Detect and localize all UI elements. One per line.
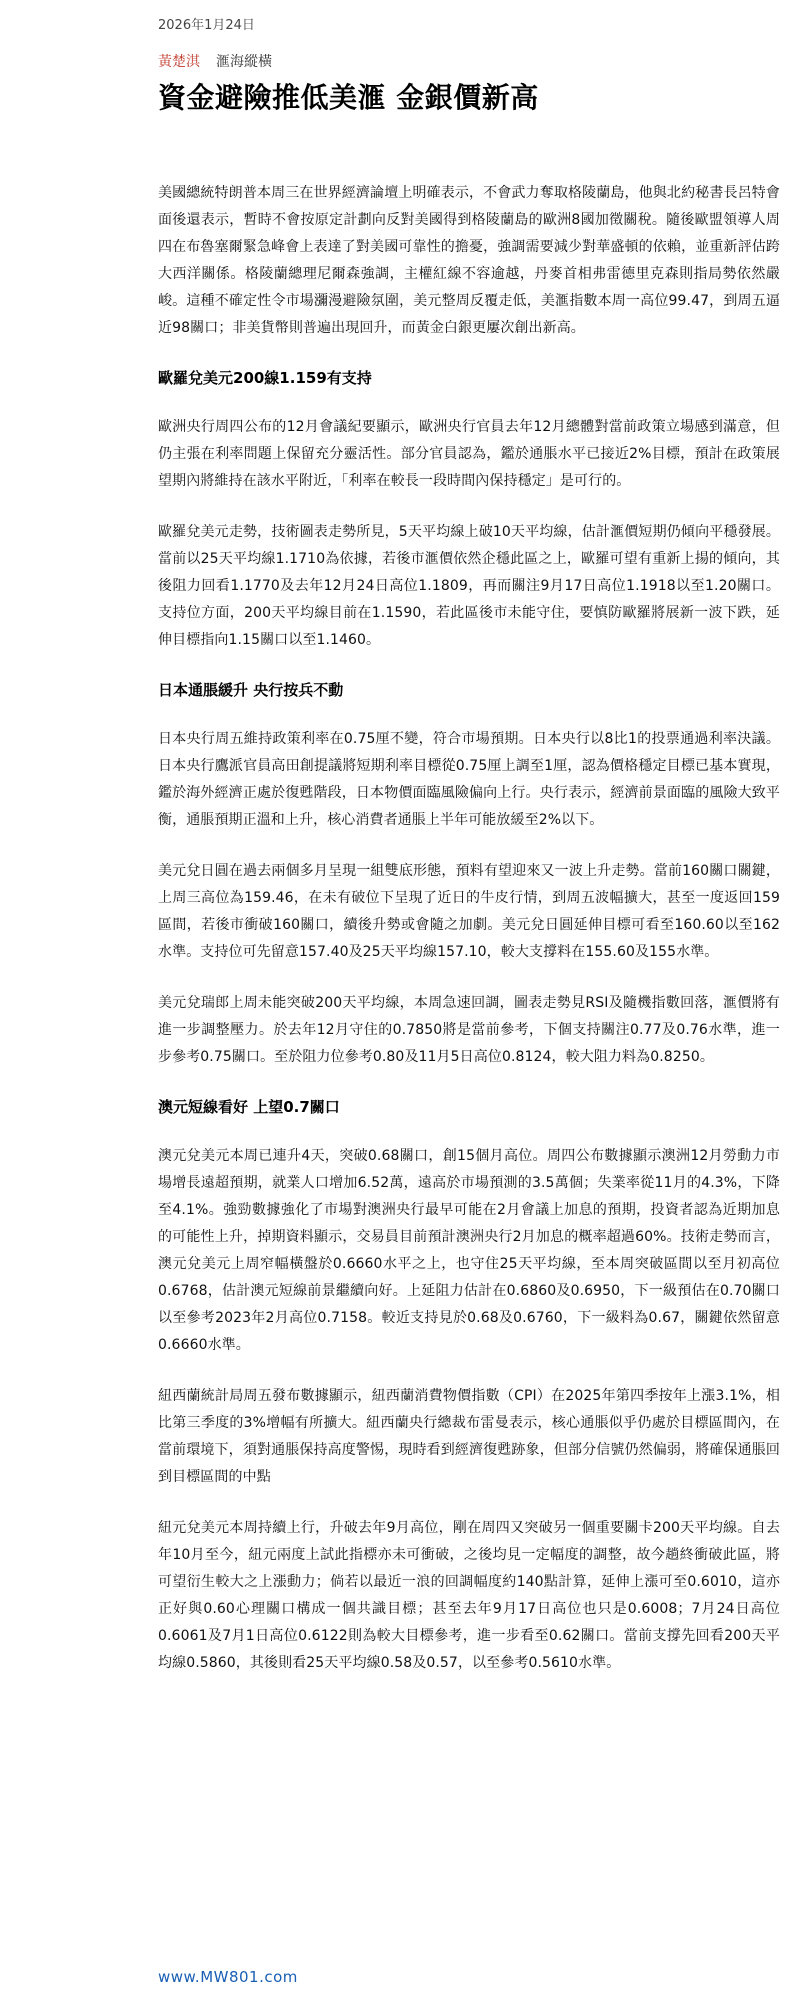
byline (158, 52, 272, 72)
section-heading: 歐羅兌美元200線1.159有支持 (158, 369, 372, 387)
column-name: 滙海縱橫 (216, 54, 272, 70)
article-paragraph: 歐洲央行周四公布的12月會議紀要顯示，歐洲央行官員去年12月總體對當前政策立場感到滿意，但仍主張在利率問題上保留充分靈活性。部分官員認為，鑑於通脹水平已接近2%目標，預計在政策展望期內將維持在該水平附近，「利率在較長一段時間內保持穩定」是可行的。 (158, 419, 780, 489)
publish-date: 2026年1月24日 (158, 18, 255, 33)
article-paragraph: 美國總統特朗普本周三在世界經濟論壇上明確表示，不會武力奪取格陵蘭島，他與北約秘書長呂特會面後還表示，暫時不會按原定計劃向反對美國得到格陵蘭島的歐洲8國加徵關稅。隨後歐盟領導人周四在布魯塞爾緊急峰會上表達了對美國可靠性的擔憂，強調需要減少對華盛頓的依賴，並重新評估跨大西洋關係。格陵蘭總理尼爾森強調，主權紅線不容逾越，丹麥首相弗雷德里克森則指局勢依然嚴峻。這種不確定性令市場瀰漫避險氛圍，美元整周反覆走低，美滙指數本周一高位99.47，到周五逼近98關口；非美貨幣則普遍出現回升，而黃金白銀更屢次創出新高。 (158, 185, 780, 336)
author-name[interactable]: 黃楚淇 (158, 54, 200, 70)
article-paragraph: 紐西蘭統計局周五發布數據顯示，紐西蘭消費物價指數（CPI）在2025年第四季按年上漲3.1%，相比第三季度的3%增幅有所擴大。紐西蘭央行總裁布雷曼表示，核心通脹似乎仍處於目標區間內，在當前環境下，須對通脹保持高度警惕，現時看到經濟復甦跡象，但部分信號仍然偏弱，將確保通脹回到目標區間的中點 (158, 1388, 780, 1485)
article-paragraph: 紐元兌美元本周持續上行，升破去年9月高位，剛在周四又突破另一個重要關卡200天平均線。自去年10月至今，紐元兩度上試此指標亦未可衝破，之後均見一定幅度的調整，故今趟終衝破此區，將可望衍生較大之上漲動力；倘若以最近一浪的回調幅度約140點計算，延伸上漲可至0.6010，這亦正好與0.60心理關口構成一個共識目標；甚至去年9月17日高位也只是0.6008；7月24日高位0.6061及7月1日高位0.6122則為較大目標參考，進一步看至0.62關口。當前支撐先回看200天平均線0.5860，其後則看25天平均線0.58及0.57，以至參考0.5610水準。 (158, 1520, 780, 1671)
article-title: 資金避險推低美滙 金銀價新高 (158, 81, 539, 114)
article-paragraph: 美元兌日圓在過去兩個多月呈現一組雙底形態，預料有望迎來又一波上升走勢。當前160關口關鍵，上周三高位為159.46，在未有破位下呈現了近日的牛皮行情，到周五波幅擴大，甚至一度返回159區間，若後市衝破160關口，續後升勢或會隨之加劇。美元兌日圓延伸目標可看至160.60以至162水準。支持位可先留意157.40及25天平均線157.10，較大支撐料在155.60及155水準。 (158, 863, 780, 960)
article-paragraph: 美元兌瑞郎上周未能突破200天平均線，本周急速回調，圖表走勢見RSI及隨機指數回落，滙價將有進一步調整壓力。於去年12月守住的0.7850將是當前參考，下個支持關注0.77及0.76水準，進一步參考0.75關口。至於阻力位參考0.80及11月5日高位0.8124，較大阻力料為0.8250。 (158, 995, 780, 1065)
article-paragraph: 歐羅兌美元走勢，技術圖表走勢所見，5天平均線上破10天平均線，估計滙價短期仍傾向平穩發展。當前以25天平均線1.1710為依據，若後市滙價依然企穩此區之上，歐羅可望有重新上揚的傾向，其後阻力回看1.1770及去年12月24日高位1.1809，再而關注9月17日高位1.1918以至1.20關口。支持位方面，200天平均線目前在1.1590，若此區後市未能守住，要慎防歐羅將展新一波下跌，延伸目標指向1.15關口以至1.1460。 (158, 524, 780, 648)
section-heading: 日本通脹緩升 央行按兵不動 (158, 681, 344, 699)
article-paragraph: 澳元兌美元本周已連升4天，突破0.68關口，創15個月高位。周四公布數據顯示澳洲12月勞動力市場增長遠超預期，就業人口增加6.52萬，遠高於市場預測的3.5萬個；失業率從11月的4.3%，下降至4.1%。強勁數據強化了市場對澳洲央行最早可能在2月會議上加息的預期，投資者認為近期加息的可能性上升，掉期資料顯示，交易員目前預計澳洲央行2月加息的概率超過60%。技術走勢而言，澳元兌美元上周窄幅橫盤於0.6660水平之上，也守住25天平均線，至本周突破區間以至月初高位0.6768，估計澳元短線前景繼續向好。上延阻力估計在0.6860及0.6950，下一級預估在0.70關口以至參考2023年2月高位0.7158。較近支持見於0.68及0.6760，下一級料為0.67，關鍵依然留意0.6660水準。 (158, 1148, 780, 1353)
article-paragraph: 日本央行周五維持政策利率在0.75厘不變，符合市場預期。日本央行以8比1的投票通過利率決議。日本央行鷹派官員高田創提議將短期利率目標從0.75厘上調至1厘，認為價格穩定目標已基本實現，鑑於海外經濟正處於復甦階段，日本物價面臨風險偏向上行。央行表示，經濟前景面臨的風險大致平衡，通脹預期正溫和上升，核心消費者通脹上半年可能放緩至2%以下。 (158, 731, 780, 828)
section-heading: 澳元短線看好 上望0.7關口 (158, 1098, 340, 1116)
article-body (158, 180, 780, 1701)
site-link[interactable]: www.MW801.com (158, 1968, 298, 1986)
